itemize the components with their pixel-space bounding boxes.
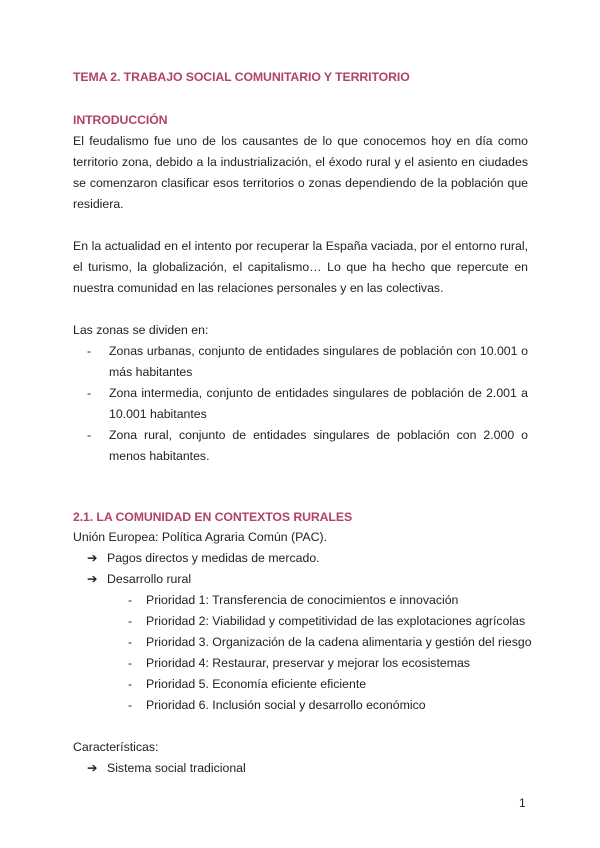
list-marker: - <box>128 698 133 712</box>
priority-item <box>128 614 525 628</box>
priority-item <box>128 635 532 649</box>
arrow-item-text: Pagos directos y medidas de mercado. <box>107 551 320 565</box>
priority-text: Prioridad 5. Economía eficiente eficiente <box>146 677 367 691</box>
list-marker: - <box>87 428 92 442</box>
page-number: 1 <box>519 796 526 810</box>
intro-paragraph-2: En la actualidad en el intento por recuperar la España vaciada, por el entorno rural, el turismo, la globalización, el capitalismo… Lo que ha hecho que repercute en nuestra comunidad en las relaciones personales y en las colectivas. <box>73 239 528 295</box>
priority-text: Prioridad 1: Transferencia de conocimientos e innovación <box>146 593 459 607</box>
list-marker: - <box>128 677 133 691</box>
page-title: TEMA 2. TRABAJO SOCIAL COMUNITARIO Y TERRITORIO <box>73 70 410 84</box>
zone-list-item <box>87 383 528 425</box>
arrow-list-item <box>87 551 320 565</box>
characteristic-text: Sistema social tradicional <box>107 761 246 775</box>
priority-text: Prioridad 3. Organización de la cadena alimentaria y gestión del riesgo <box>146 635 532 649</box>
list-marker: - <box>128 614 133 628</box>
priority-text: Prioridad 4: Restaurar, preservar y mejorar los ecosistemas <box>146 656 470 670</box>
arrow-right-icon: ➔ <box>87 761 98 775</box>
zones-intro: Las zonas se dividen en: <box>73 323 209 337</box>
priority-item <box>128 677 366 691</box>
zone-text: Zonas urbanas, conjunto de entidades singulares de población con 10.001 o más habitantes <box>109 344 528 379</box>
characteristics-label: Características: <box>73 740 159 754</box>
list-marker: - <box>128 635 133 649</box>
priority-item <box>128 656 470 670</box>
arrow-item-text: Desarrollo rural <box>107 572 192 586</box>
zone-list-item <box>87 425 528 467</box>
list-marker: - <box>128 593 133 607</box>
zone-list-item <box>87 341 528 383</box>
zone-text: Zona intermedia, conjunto de entidades singulares de población de 2.001 a 10.001 habitantes <box>109 386 528 421</box>
union-line: Unión Europea: Política Agraria Común (PAC). <box>73 530 328 544</box>
zone-text: Zona rural, conjunto de entidades singulares de población con 2.000 o menos habitantes. <box>109 428 528 463</box>
intro-paragraph-1: El feudalismo fue uno de los causantes de lo que conocemos hoy en día como territorio zona, debido a la industrialización, el éxodo rural y el asiento en ciudades se comenzaron clasificar esos territorios o zonas dependiendo de la población que residiera. <box>73 134 528 211</box>
list-marker: - <box>87 344 92 358</box>
section-heading-2-1: 2.1. LA COMUNIDAD EN CONTEXTOS RURALES <box>73 510 353 524</box>
priority-item <box>128 593 458 607</box>
list-marker: - <box>128 656 133 670</box>
list-marker: - <box>87 386 92 400</box>
priority-item <box>128 698 426 712</box>
arrow-right-icon: ➔ <box>87 572 98 586</box>
priority-text: Prioridad 6. Inclusión social y desarrollo económico <box>146 698 426 712</box>
arrow-list-item <box>87 761 246 775</box>
priority-text: Prioridad 2: Viabilidad y competitividad de las explotaciones agrícolas <box>146 614 526 628</box>
intro-heading: INTRODUCCIÓN <box>73 113 168 127</box>
arrow-list-item <box>87 572 191 586</box>
arrow-right-icon: ➔ <box>87 551 98 565</box>
